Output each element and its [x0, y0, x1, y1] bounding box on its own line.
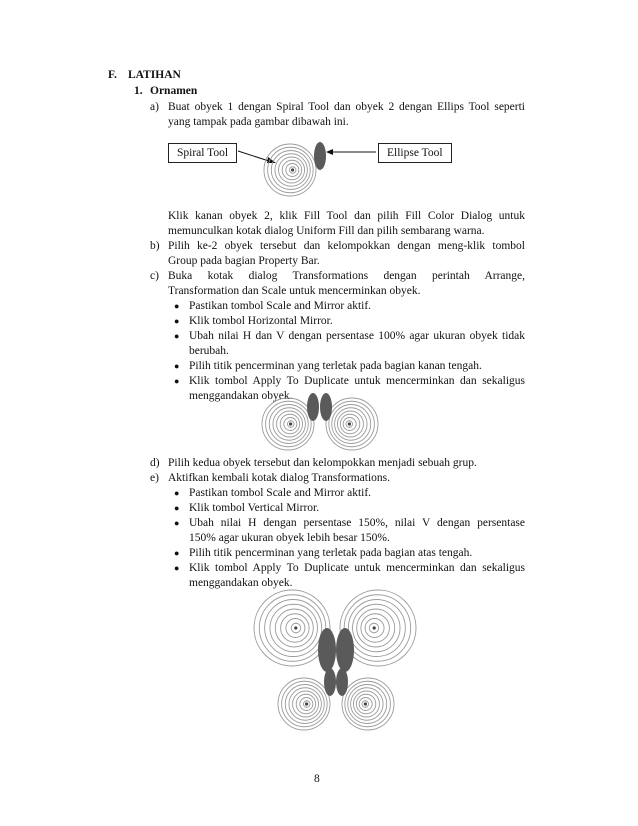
bullet-dot: ● — [174, 301, 180, 311]
spiral-ring — [281, 614, 310, 643]
spiral-ring — [359, 698, 372, 711]
item-b-line2: Group pada bagian Property Bar. — [168, 255, 320, 267]
spiral-ring — [346, 421, 353, 428]
spiral-ring — [340, 590, 416, 666]
item-e-bullet-3-cont: 150% agar ukuran obyek lebih besar 150%. — [189, 532, 390, 544]
spiral-ring — [348, 600, 405, 657]
item-b-line1: Pilih ke-2 obyek tersebut dan kelompokkan dengan meng-klik tombol — [168, 240, 525, 252]
ellipse-object-top-left — [318, 628, 336, 672]
spiral-ring — [353, 604, 401, 652]
spiral-center — [291, 168, 294, 171]
spiral-ring — [264, 144, 316, 196]
spiral-ring — [285, 685, 324, 724]
spiral-ring — [289, 167, 296, 174]
spiral-ring — [277, 411, 303, 437]
item-a-line1: Buat obyek 1 dengan Spiral Tool dan obyek 2 dengan Ellips Tool seperti — [168, 101, 525, 113]
section-title: LATIHAN — [128, 69, 181, 81]
spiral-ring — [254, 590, 330, 666]
spiral-ring — [345, 681, 391, 727]
item-a-marker: a) — [150, 101, 159, 113]
spiral-ring — [362, 701, 369, 708]
spiral-ring — [300, 698, 313, 711]
spiral-ring — [271, 151, 310, 190]
item-d-line1: Pilih kedua obyek tersebut dan kelompokkan menjadi sebuah grup. — [168, 457, 477, 469]
spiral-center — [289, 422, 292, 425]
spiral-ring — [293, 691, 319, 717]
bullet-dot: ● — [174, 316, 180, 326]
item-e-bullet-4: Pilih titik pencerminan yang terletak pada bagian atas tengah. — [189, 547, 473, 559]
spiral-object-left — [262, 398, 314, 450]
spiral-ring — [342, 678, 394, 730]
spiral-center — [373, 626, 376, 629]
spiral-ring — [289, 688, 322, 721]
spiral-ring — [356, 694, 376, 714]
spiral-tool-label: Spiral Tool — [168, 143, 237, 163]
ellipse-object-bottom-right — [336, 668, 348, 696]
ellipse-tool-label: Ellipse Tool — [378, 143, 452, 163]
spiral-ring — [343, 418, 356, 431]
bullet-dot: ● — [174, 376, 180, 386]
spiral-ring — [269, 405, 308, 444]
page-number: 8 — [314, 773, 320, 785]
item-c-bullet-3-cont: berubah. — [189, 345, 229, 357]
item-e-bullet-1: Pastikan tombol Scale and Mirror aktif. — [189, 487, 372, 499]
spiral-ring — [280, 414, 300, 434]
spiral-ring — [361, 614, 390, 643]
spiral-ring — [262, 398, 314, 450]
item-e-bullet-5-cont: menggandakan obyek. — [189, 577, 293, 589]
item-e-bullet-5: Klik tombol Apply To Duplicate untuk mencerminkan dan sekaligus — [189, 562, 525, 574]
ellipse-object-right — [320, 393, 332, 421]
item-c-bullet-2: Klik tombol Horizontal Mirror. — [189, 315, 333, 327]
spiral-ring — [282, 681, 328, 727]
spiral-ring — [344, 595, 411, 662]
spiral-object-right — [326, 398, 378, 450]
spiral-ring — [286, 164, 299, 177]
spiral-ring — [340, 414, 360, 434]
spiral-ring — [357, 609, 395, 647]
subsection-number: 1. — [134, 85, 143, 97]
spiral-ring — [335, 408, 368, 441]
spiral-ring — [329, 401, 375, 447]
spiral-ring — [332, 405, 371, 444]
item-e-line1: Aktifkan kembali kotak dialog Transformations. — [168, 472, 390, 484]
spiral-object-1 — [264, 144, 316, 196]
item-e-bullet-2: Klik tombol Vertical Mirror. — [189, 502, 320, 514]
item-d-marker: d) — [150, 457, 160, 469]
item-c-marker: c) — [150, 270, 159, 282]
item-b-marker: b) — [150, 240, 160, 252]
spiral-ring — [275, 609, 313, 647]
spiral-ring — [303, 701, 310, 708]
spiral-ring — [279, 157, 305, 183]
item-a-after1: Klik kanan obyek 2, klik Fill Tool dan pilih Fill Color Dialog untuk — [168, 210, 525, 222]
bullet-dot: ● — [174, 548, 180, 558]
item-e-bullet-3: Ubah nilai H dengan persentase 150%, nilai V dengan persentase — [189, 517, 525, 529]
ellipse-object-top-right — [336, 628, 354, 672]
bullet-dot: ● — [174, 518, 180, 528]
bullet-dot: ● — [174, 361, 180, 371]
spiral-ring — [326, 398, 378, 450]
spiral-ring — [337, 411, 363, 437]
bullet-dot: ● — [174, 488, 180, 498]
spiral-ring — [291, 623, 301, 633]
spiral-ring — [273, 408, 306, 441]
item-c-bullet-5-cont: menggandakan obyek. — [189, 390, 293, 402]
spiral-ring — [265, 600, 322, 657]
spiral-ring — [287, 421, 294, 428]
spiral-center — [364, 702, 367, 705]
spiral-ring — [353, 691, 379, 717]
spiral-ring — [278, 678, 330, 730]
spiral-ring — [286, 619, 305, 638]
spiral-ring — [266, 401, 312, 447]
bullet-dot: ● — [174, 331, 180, 341]
spiral-ring — [259, 595, 326, 662]
item-a-after2: memunculkan kotak dialog Uniform Fill dan pilih sembarang warna. — [168, 225, 485, 237]
spiral-ring — [275, 154, 308, 187]
spiral-ring — [284, 418, 297, 431]
section-letter: F. — [108, 69, 117, 81]
spiral-ring — [296, 694, 316, 714]
spiral-center — [348, 422, 351, 425]
item-e-marker: e) — [150, 472, 159, 484]
spiral-object-top-right — [340, 590, 416, 666]
spiral-ring — [282, 160, 302, 180]
item-c-bullet-5: Klik tombol Apply To Duplicate untuk mencerminkan dan sekaligus — [189, 375, 525, 387]
subsection-title: Ornamen — [150, 85, 198, 97]
item-c-bullet-1: Pastikan tombol Scale and Mirror aktif. — [189, 300, 372, 312]
ellipse-object-2 — [314, 142, 326, 170]
spiral-ring — [365, 619, 384, 638]
spiral-object-bottom-left — [278, 678, 330, 730]
bullet-dot: ● — [174, 503, 180, 513]
item-a-line2: yang tampak pada gambar dibawah ini. — [168, 116, 349, 128]
spiral-ring — [270, 604, 318, 652]
ellipse-object-left — [307, 393, 319, 421]
item-c-line2: Transformation dan Scale untuk mencerminkan obyek. — [168, 285, 421, 297]
spiral-ring — [268, 147, 314, 193]
item-c-line1: Buka kotak dialog Transformations dengan perintah Arrange, — [168, 270, 525, 282]
spiral-center — [305, 702, 308, 705]
spiral-ring — [348, 685, 387, 724]
spiral-ring — [351, 688, 384, 721]
spiral-center — [294, 626, 297, 629]
item-c-bullet-4: Pilih titik pencerminan yang terletak pada bagian kanan tengah. — [189, 360, 482, 372]
bullet-dot: ● — [174, 563, 180, 573]
item-c-bullet-3: Ubah nilai H dan V dengan persentase 100% agar ukuran obyek tidak — [189, 330, 525, 342]
spiral-ring — [369, 623, 379, 633]
ellipse-object-bottom-left — [324, 668, 336, 696]
spiral-object-top-left — [254, 590, 330, 666]
spiral-object-bottom-right — [342, 678, 394, 730]
